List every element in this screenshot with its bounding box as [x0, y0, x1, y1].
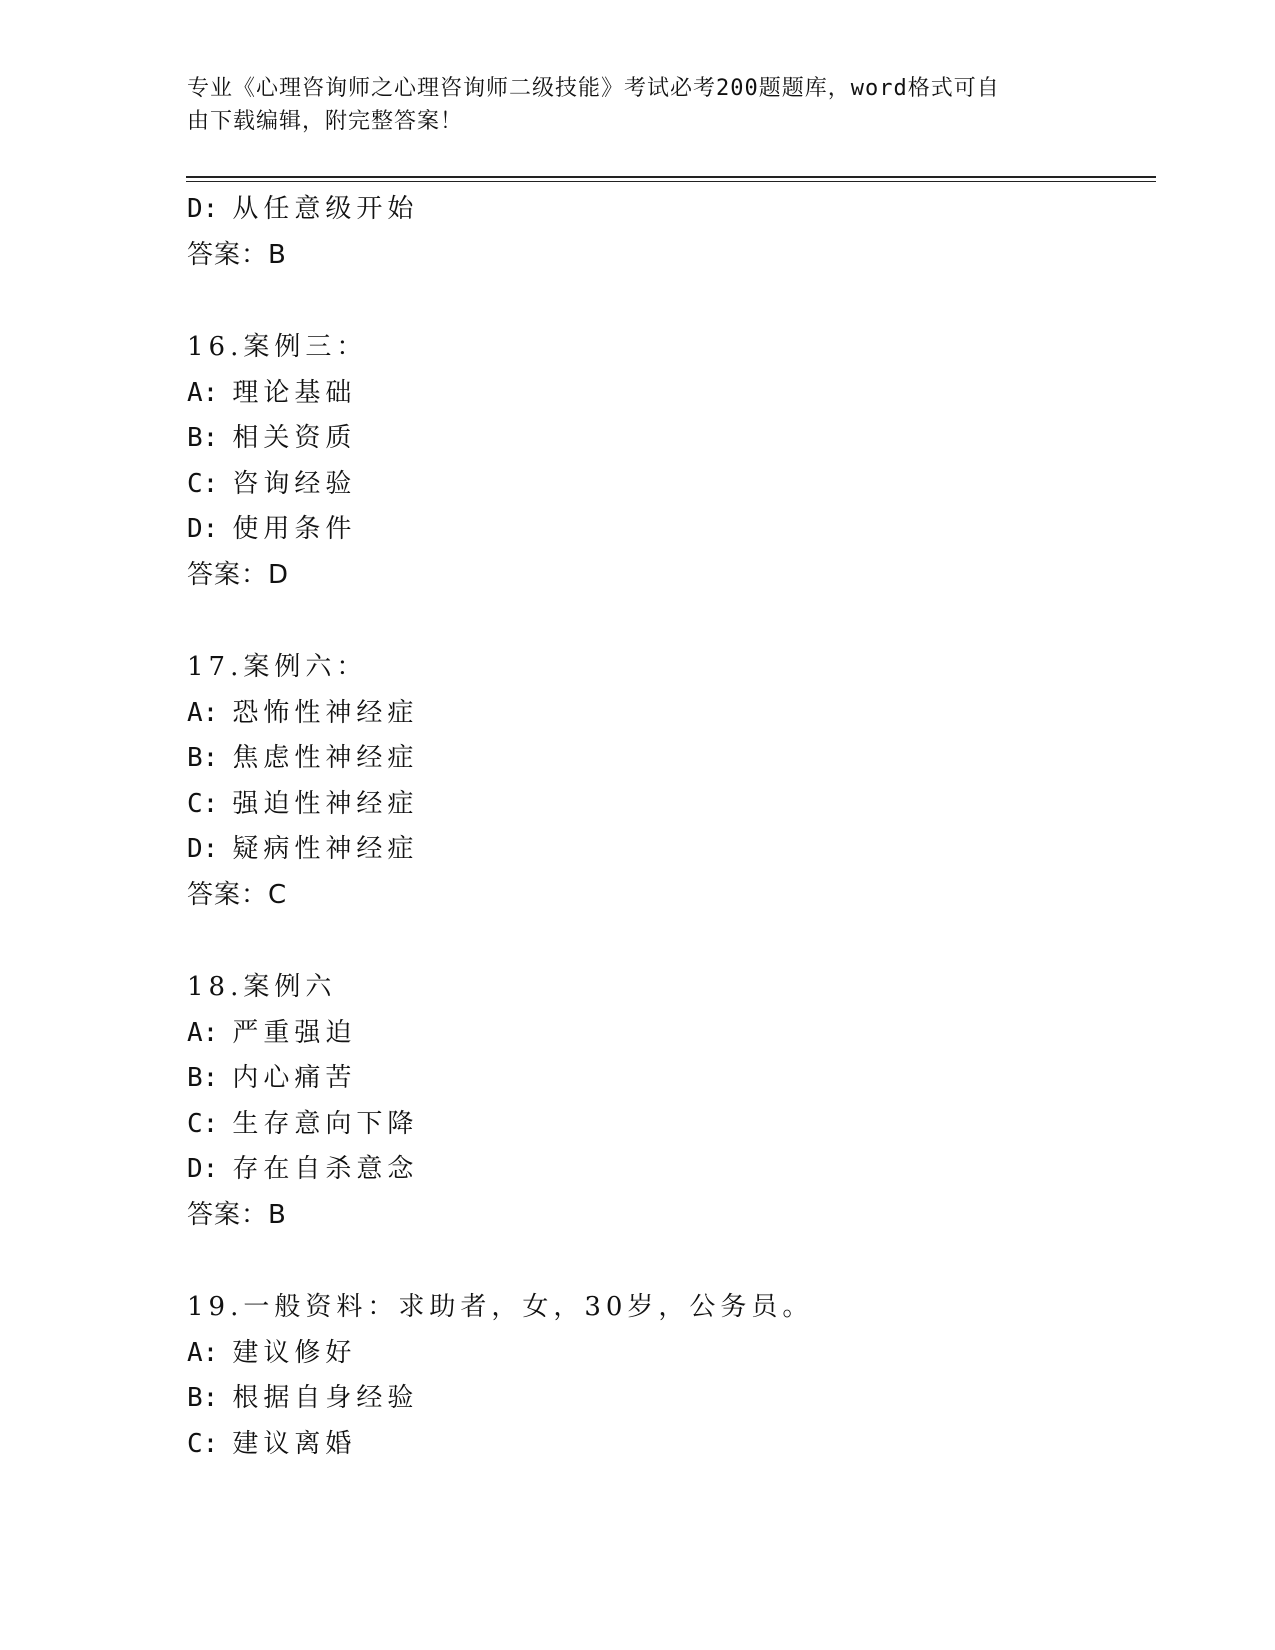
- option-a: [187, 1011, 1147, 1057]
- option-text: 理论基础: [232, 377, 357, 408]
- option-label: D:: [187, 194, 219, 224]
- option-label: C:: [187, 1428, 219, 1459]
- option-c: [187, 782, 1147, 828]
- option-text: 根据自身经验: [232, 1383, 419, 1413]
- option-label: B:: [187, 1383, 219, 1413]
- answer-line: 答案：B: [187, 1199, 287, 1230]
- answer-line: 答案：D: [187, 559, 290, 590]
- spacer: [187, 598, 1147, 645]
- option-text: 咨询经验: [232, 468, 357, 499]
- option-d: [187, 187, 1147, 233]
- option-b: [187, 416, 1147, 462]
- option-d: [187, 1147, 1147, 1193]
- answer-line: 答案：B: [187, 239, 287, 270]
- header-divider: [186, 176, 1156, 178]
- answer-line: 答案：C: [187, 879, 288, 910]
- option-c: [187, 462, 1147, 508]
- header-divider-thin: [186, 181, 1156, 182]
- spacer: [187, 1238, 1147, 1285]
- question-stem: 16.案例三：: [187, 332, 368, 362]
- option-text: 从任意级开始: [232, 194, 419, 224]
- option-label: B:: [187, 743, 219, 773]
- page-header: [187, 72, 1067, 138]
- header-line-2: 由下载编辑，附完整答案！: [187, 109, 464, 134]
- spacer: [187, 278, 1147, 325]
- option-label: D:: [187, 514, 219, 544]
- option-text: 生存意向下降: [232, 1108, 419, 1139]
- option-label: A:: [187, 1017, 219, 1048]
- option-text: 恐怖性神经症: [232, 697, 419, 728]
- option-text: 相关资质: [232, 423, 357, 453]
- option-b: [187, 736, 1147, 782]
- option-label: C:: [187, 788, 219, 819]
- header-line-1: 专业《心理咨询师之心理咨询师二级技能》考试必考200题题库，word格式可自: [187, 76, 1000, 101]
- question-stem: 19.一般资料：求助者，女，30岁，公务员。: [187, 1292, 814, 1322]
- option-text: 建议修好: [232, 1337, 357, 1368]
- option-text: 严重强迫: [232, 1017, 357, 1048]
- option-a: [187, 1331, 1147, 1377]
- option-label: A:: [187, 377, 219, 408]
- option-b: [187, 1376, 1147, 1422]
- option-label: A:: [187, 697, 219, 728]
- option-label: B:: [187, 423, 219, 453]
- option-text: 建议离婚: [232, 1428, 357, 1459]
- option-label: D:: [187, 834, 219, 864]
- option-text: 存在自杀意念: [232, 1154, 419, 1184]
- option-c: [187, 1422, 1147, 1468]
- option-c: [187, 1102, 1147, 1148]
- option-d: [187, 507, 1147, 553]
- option-text: 强迫性神经症: [232, 788, 419, 819]
- option-a: [187, 371, 1147, 417]
- option-text: 内心痛苦: [232, 1063, 357, 1093]
- question-stem: 18.案例六: [187, 972, 337, 1002]
- option-label: A:: [187, 1337, 219, 1368]
- question-list: [187, 187, 1147, 1467]
- option-label: D:: [187, 1154, 219, 1184]
- option-b: [187, 1056, 1147, 1102]
- option-text: 使用条件: [232, 514, 357, 544]
- option-label: B:: [187, 1063, 219, 1093]
- question-stem: 17.案例六：: [187, 652, 368, 682]
- option-a: [187, 691, 1147, 737]
- option-text: 焦虑性神经症: [232, 743, 419, 773]
- option-text: 疑病性神经症: [232, 834, 419, 864]
- spacer: [187, 918, 1147, 965]
- option-d: [187, 827, 1147, 873]
- option-label: C:: [187, 1108, 219, 1139]
- option-label: C:: [187, 468, 219, 499]
